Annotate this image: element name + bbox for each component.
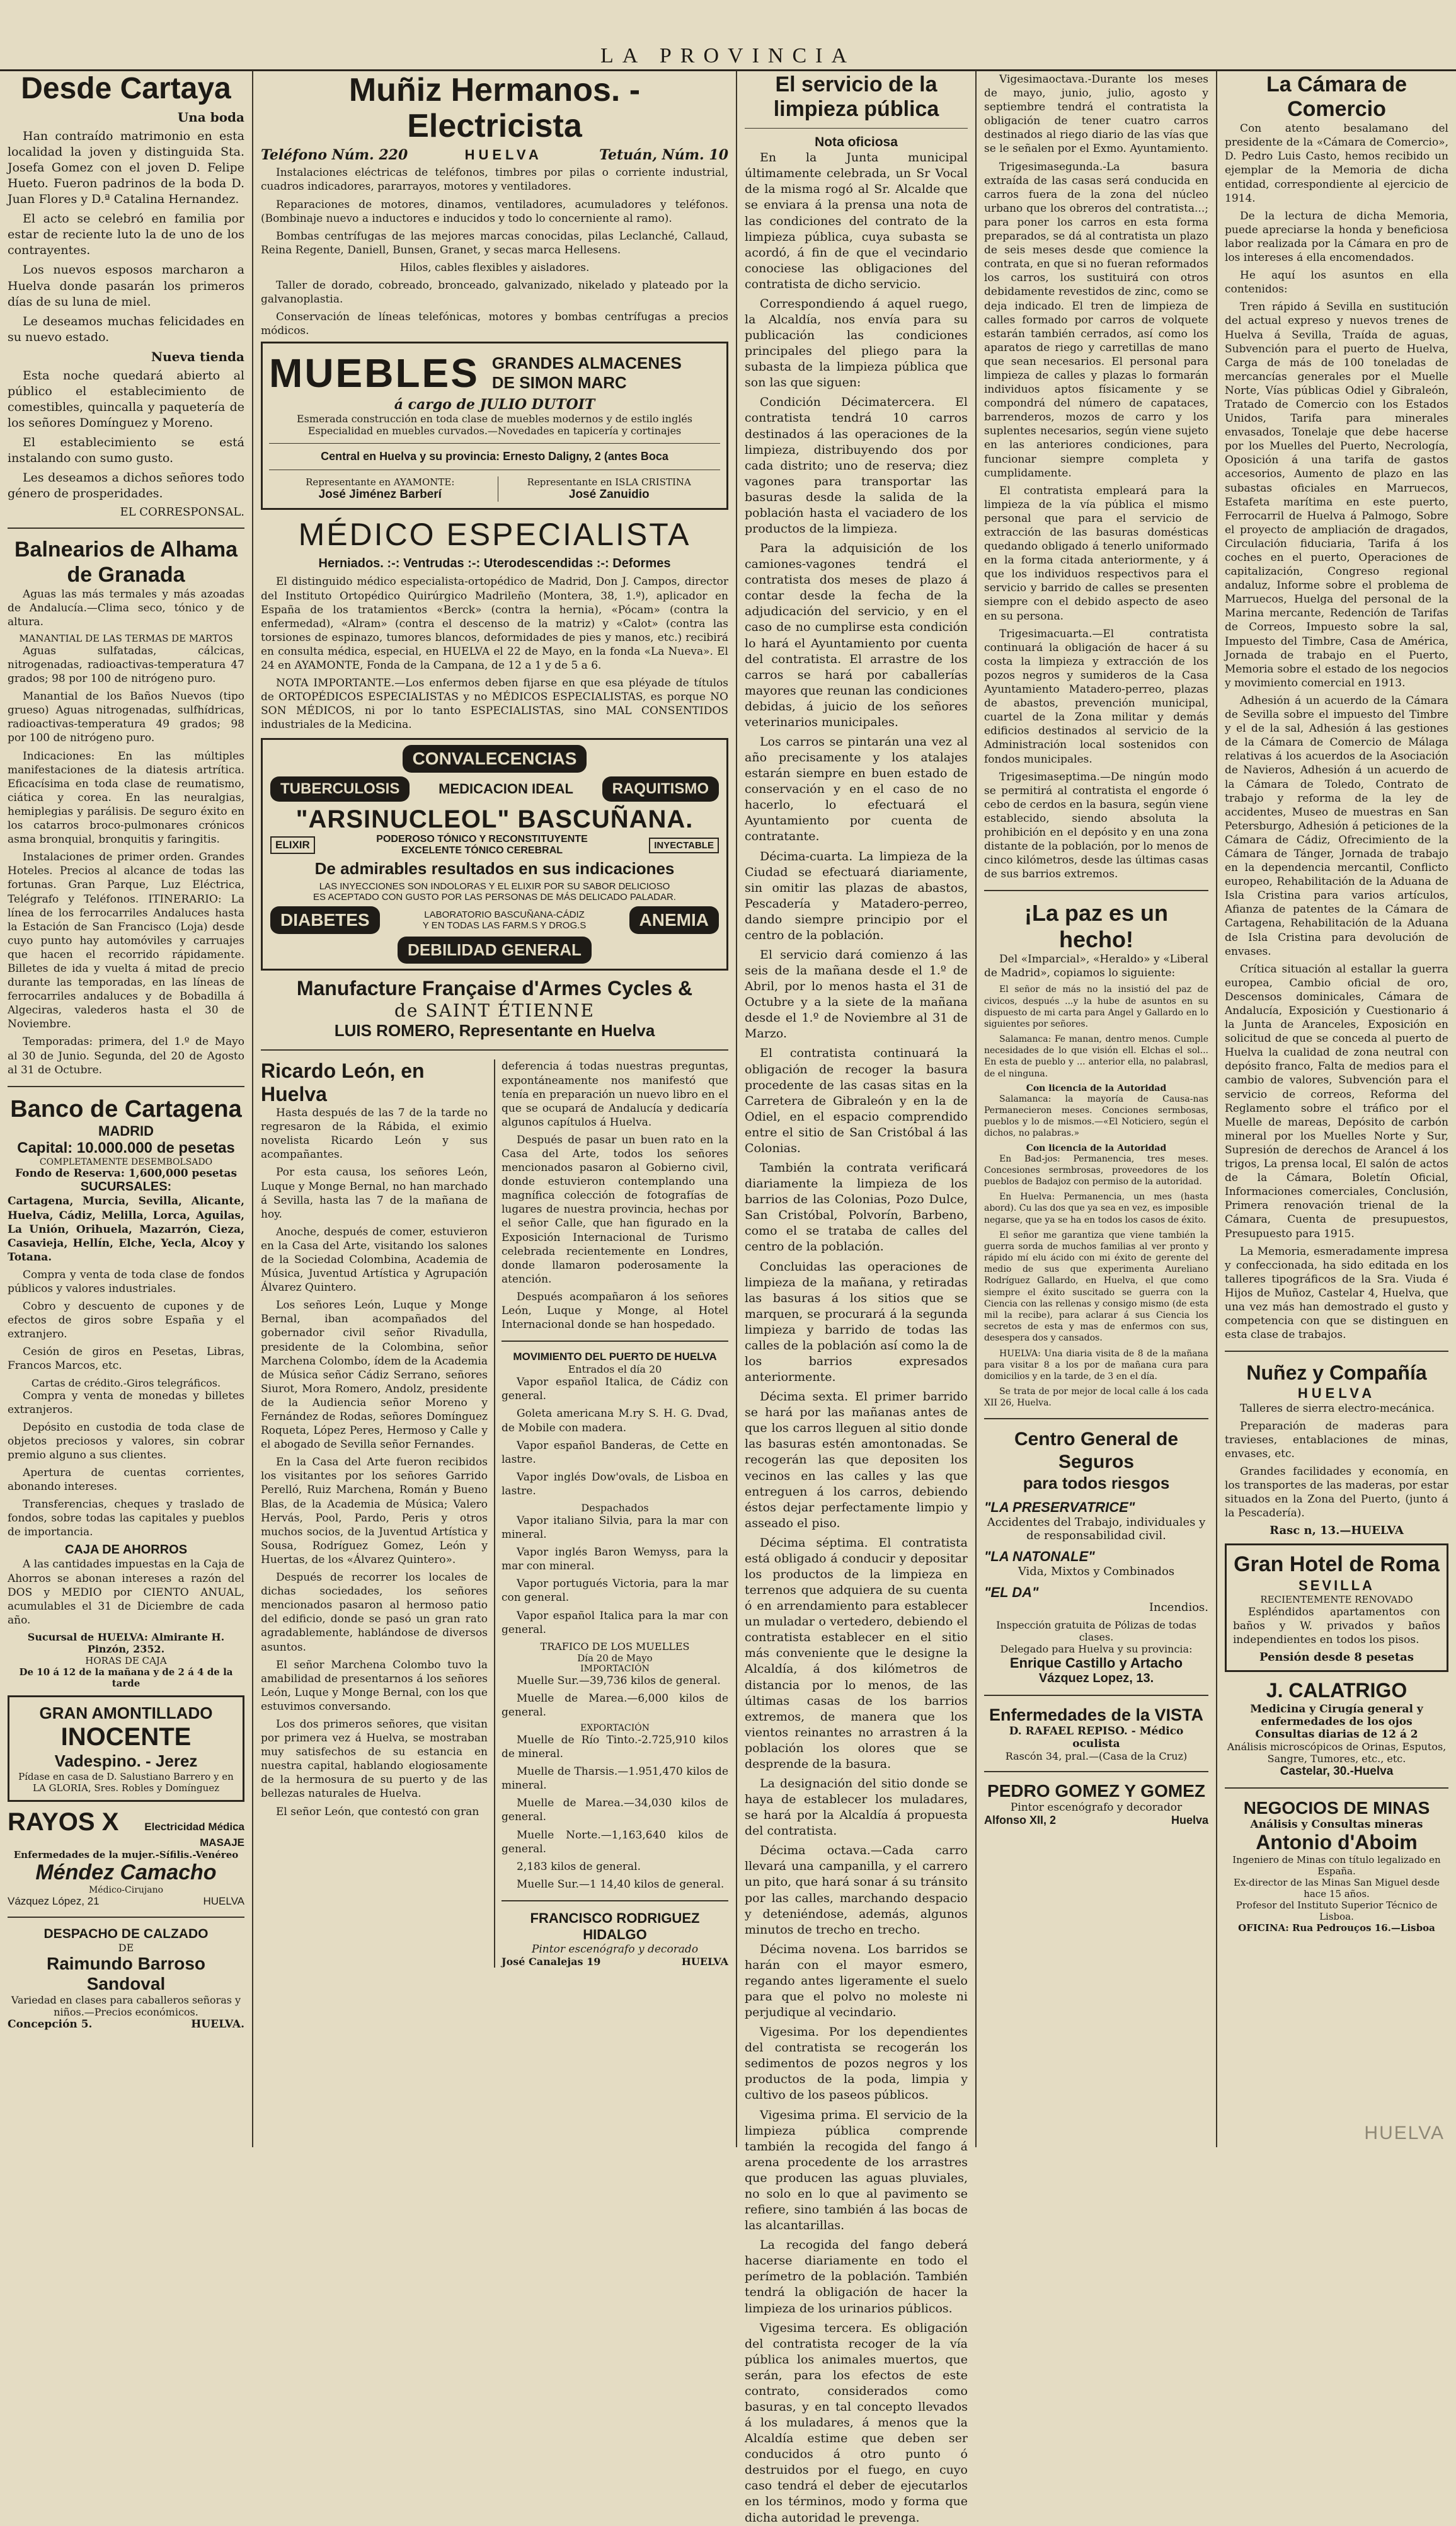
ad-title: Gran Hotel de Roma (1234, 1552, 1440, 1577)
paragraph: Los carros se pintarán una vez al año precisamente y los atalajes estarán siempre en buen estado de conservación y en el caso de no hacerlo, lo efectuará el Ayuntamiento por cuenta de contratante. (745, 735, 968, 844)
paragraph: Crítica situación al estallar la guerra europea, Cambio oficial de oro, Descensos dominicales, Cámara de Andalucía, Exposición y Cuestionario á la Junta de Aranceles, Exposición en solicitud de que se conceda al puerto de Huelva la cualidad de zona neutral con depósito franco, Falta de medios para el cambio de valores, Subvención para el servicio de correos, Reforma del Reglamento sobre el tráfico por el Muelle de mareas, Depósito de carbón mineral por los Muelles Norte y Sur, Supresión de derechos de Arancel á los trigos, La prensa local, El salón de actos de la Cámara, Boletín Oficial, Informaciones comerciales, Conclusión, Primera renovación trienal de la Cámara, Cuenta de presupuestos, Presupuesto para 1915. (1225, 962, 1448, 1240)
paragraph: El señor Marchena Colombo tuvo la amabilidad de presentarnos á los señores León, Luque y Monge Bernal, con los que estuvimos conversando. (261, 1658, 488, 1713)
ad-line: De admirables resultados en sus indicaciones (314, 859, 675, 879)
paragraph: Décima sexta. El primer barrido se hará por las mañanas antes de que los carros lleguen al sitio donde las basuras estén amontonadas. Se recogerán las que depositen los vecinos en las calles y las que entreguen á los carros, debiendo éstos dejar perfectamente limpio y asseado el piso. (745, 1390, 968, 1530)
article-title: ¡La paz es un hecho! (1024, 900, 1169, 952)
paragraph: El acto se celebró en familia por estar de reciente luto la de uno de los contrayentes. (8, 212, 244, 258)
ad-title: "ARSINUCLEOL" BASCUÑANA. (295, 805, 694, 834)
paragraph: Muelle Norte.—1,163,640 kilos de general. (502, 1828, 728, 1855)
ad-line: Médico-Cirujano (88, 1884, 164, 1895)
divider (1225, 1787, 1448, 1789)
paragraph: Los nuevos esposos marcharon a Huelva donde pasarán los primeros días de su luna de miel. (8, 263, 244, 309)
paragraph: Bombas centrífugas de las mejores marcas conocidas, pilas Leclanché, Callaud, Reina Regente, Daniell, Bunsen, Granet, y secas marca Hellesens. (261, 229, 728, 257)
ad-line: LABORATORIO BASCUÑANA-CÁDIZ (424, 909, 585, 921)
paragraph: Vapor español Italica para la mar con general. (502, 1609, 728, 1636)
ad-line: Análisis y Consultas mineras (1250, 1818, 1423, 1831)
paragraph: Muelle Sur.—1 14,40 kilos de general. (517, 1877, 725, 1891)
paragraph: He aquí los asuntos en ella contenidos: (1225, 269, 1448, 296)
ad-line: Accidentes del Trabajo, individuales y de responsabilidad civil. (987, 1515, 1206, 1542)
paragraph: Instalaciones eléctricas de teléfonos, timbres por pilas o corriente industrial, cuadros indicadores, pararrayos, motores y ventiladores. (261, 166, 728, 193)
paragraph: Después acompañaron á los señores León, Luque y Monge, al Hotel Internacional donde se han hospedado. (502, 1290, 728, 1332)
paragraph: Muelle de Marea.—6,000 kilos de general. (502, 1692, 728, 1719)
ad-line: Rasc n, 13.—HUELVA (1270, 1524, 1404, 1538)
subheading: Despachados (581, 1501, 649, 1514)
ad-line: INYECTABLE (649, 838, 719, 853)
subheading: Nota oficiosa (815, 135, 898, 150)
paper-title: LA PROVINCIA (600, 44, 856, 67)
archive-watermark: HUELVA (1364, 2123, 1445, 2143)
ad-line: "LA PRESERVATRICE" (984, 1499, 1135, 1515)
ad-line: para todos riesgos (1023, 1473, 1170, 1492)
seguros-ad (984, 1428, 1208, 1686)
paragraph: Vapor español Italica, de Cádiz con general. (502, 1376, 728, 1403)
subheading: MOVIMIENTO DEL PUERTO DE HUELVA (513, 1351, 717, 1363)
paragraph: En Bad-jos: Permanencia, tres meses. Concesiones sermbrosas, proveedores de los pueblos de Badajoz con permiso de la autoridad. (984, 1153, 1208, 1187)
paragraph: Muelle de Tharsis.—1.951,470 kilos de mineral. (502, 1765, 728, 1792)
paragraph: Apertura de cuentas corrientes, abonando intereses. (8, 1467, 244, 1494)
divider (261, 1049, 728, 1051)
divider (8, 1917, 244, 1918)
paragraph: En la Junta municipal últimamente celebrada, un Sr Vocal de la misma rogó al Sr. Alcalde que se enviara á la prensa una nota de las condiciones del contrato de la limpieza pública, cuya subasta se acordó, á fin de que el vecindario conociese las obligaciones del contratista de dicho servicio. (745, 151, 968, 291)
city: MADRID (98, 1123, 154, 1139)
ad-line: Ingeniero de Minas con título legalizado en España. (1232, 1854, 1441, 1877)
ad-line: GRAN AMONTILLADO (39, 1703, 213, 1722)
divider (502, 1341, 728, 1342)
ad-line: Tetuán, Núm. 10 (599, 147, 728, 164)
subheading: CAJA DE AHORROS (64, 1543, 188, 1557)
ad-line: Enfermedades de la mujer.-Sífilis.-Venéreo (13, 1848, 239, 1860)
ad-line: DIABETES (270, 906, 380, 934)
ad-line: Ex-director de las Minas San Miguel desde hace 15 años. (1234, 1877, 1440, 1900)
subheading: SUCURSALES: (80, 1180, 172, 1194)
paragraph: Hilos, cables flexibles y aisladores. (399, 261, 590, 274)
paragraph: El señor me garantiza que viene también la guerra sorda de muchos familias al ver pronto y rápido mí elu ácido con mi éxito de gerente del medio de sus que experimenta Aureliano Rodríguez Gallardo, en Huelva, el que como siempre el éxito suscitado se guerra con la Ciencia con las rellenas y consigo mismo (de esta mil la recibe), para aclarar á sus Ciencia los secretos de esta y mas de enfermos con sus, desespera dos y cansados. (984, 1230, 1208, 1344)
paragraph: En Huelva: Permanencia, un mes (hasta abord). Cu las dos que ya sea en vez, es imposible negarse, que ya se ha en todos los casos de éxito. (984, 1192, 1208, 1225)
ad-line: DESPACHO DE CALZADO (43, 1926, 209, 1941)
paragraph: deferencia á todas nuestras preguntas, expontáneamente nos manifestó que tenía en preparación un nuevo libro en el que se ocupará de Andalucía y dedicaría algunos capítulos á Huelva. (502, 1060, 728, 1129)
ad-line: Consultas diarias de 12 á 2 (1255, 1727, 1418, 1741)
paragraph: Vapor inglés Dow'ovals, de Lisboa en lastre. (502, 1470, 728, 1497)
paragraph: Décima séptima. El contratista está obligado á conducir y depositar los productos de la limpieza en terrenos que adquiera de su cuenta ó en arrendamiento para establecer un muladar o vertedero, debiendo el contratista establecer en el sitio más conveniente que le designe la Alcaldía, á dos kilómetros de distancia por lo menos, de las últimas casas de los barrios extremos, de manera que los vientos reinantes no arrastren á la población los olores que se desprende de la basura. (745, 1535, 968, 1771)
paragraph: El servicio dará comienzo á las seis de la mañana desde el 1.º de Abril, por lo menos hasta el 31 de Octubre y a la siete de la mañana desde el 1.º de Noviembre al 31 de Marzo. (745, 948, 968, 1041)
capital: Capital: 10.000.000 de pesetas (17, 1139, 235, 1157)
paragraph: 2,183 kilos de general. (517, 1860, 641, 1873)
ad-title: Nuñez y Compañía (1246, 1361, 1427, 1385)
paragraph: Muelle Sur.—39,736 kilos de general. (517, 1674, 721, 1687)
ad-line: Herniados. :-: Ventrudas :-: Uterodescendidas :-: Deformes (318, 557, 671, 571)
ad-line: ES ACEPTADO CON GUSTO POR LAS PERSONAS DE MÁS DELICADO PALADAR. (313, 892, 676, 903)
paragraph: Para la adquisición de los camiones-vagones tendrá el contratista dos meses de plazo á contar desde la fecha de la adjudicación del servicio, y en el caso de no cumplirse esta condición lo hará el Ayuntamiento por cuenta del contratista. El arrastre de los carros se hará por caballerías mayores que reunan las condiciones debidas, á juicio de los señores veterinarios municipales. (745, 541, 968, 729)
ad-line: RECIENTEMENTE RENOVADO (1260, 1594, 1413, 1606)
paragraph: Grandes facilidades y economía, en los transportes de las maderas, por estar situados en la Zona del Puerto, (junto á la Pescadería). (1225, 1465, 1448, 1520)
paragraph: Vapor italiano Silvia, para la mar con mineral. (502, 1514, 728, 1542)
paragraph: Han contraído matrimonio en esta localidad la joven y distinguida Sta. Josefa Gomez con el joven D. Felipe Hueto. Fueron padrinos de la boda D. Juan Flores y D.ª Catalina Hernandez. (8, 129, 244, 207)
cartagena-title: Banco de Cartagena (10, 1095, 242, 1122)
ad-line: Pensión desde 8 pesetas (1259, 1651, 1414, 1664)
paragraph: Manantial de los Baños Nuevos (tipo grueso) Aguas nitrogenadas, sulfhídricas, radioactivas-temperatura 49 grados; 98 por 100 de nitrógeno puro. (8, 690, 244, 745)
ad-line: Vadespino. - Jerez (54, 1751, 198, 1770)
ad-line: Especialidad en muebles curvados.—Novedades en tapicería y cortinajes (307, 425, 682, 437)
paragraph: Anoche, después de comer, estuvieron en la Casa del Arte, visitando los salones de la Sociedad Colombina, Academia de Música, Juventud Artística y Agrupación Álvarez Quintero. (261, 1225, 488, 1295)
paragraph: La recogida del fango deberá hacerse diariamente en todo el perímetro de la población. También tendrá la obligación de hacer la limpieza de los urinarios públicos. (745, 2238, 968, 2316)
paragraph: Vigesima tercera. Es obligación del contratista recoger de la vía pública los animales muertos, que serán, para los efectos de este contrato, considerados como basuras, y en tal concepto llevados á los muladares, á menos que la Alcaldía estime que deben ser conducidos á otro punto ó destruidos por el fuego, en cuyo caso tendrá el deber de ejecutarlos en los términos, modo y forma que dicha autoridad le prevenga. (745, 2321, 968, 2525)
paragraph: Goleta americana M.ry S. H. G. Dvad, de Mobile con madera. (502, 1407, 728, 1434)
ad-line: de SAINT ÉTIENNE (394, 1000, 595, 1022)
ad-line: Pintor escenógrafo y decorador (1010, 1801, 1183, 1814)
paragraph: Correspondiendo á aquel ruego, la Alcaldía, nos envía para su publicación las condiciones principales del pliego para la subasta de la limpieza pública que son las que siguen: (745, 296, 968, 390)
ad-line: Méndez Camacho (35, 1860, 217, 1884)
ad-line: HUELVA. (191, 2017, 244, 2031)
column-5 (1217, 72, 1456, 2146)
subheading: HORAS DE CAJA (85, 1654, 167, 1666)
paragraph: Depósito en custodia de toda clase de objetos preciosos y valores, sin cobrar premio alguno a sus clientes. (8, 1421, 244, 1462)
article-title: El servicio de la limpieza pública (773, 72, 939, 122)
ad-line: Antonio d'Aboim (1256, 1831, 1418, 1854)
ad-title: Centro General de Seguros (1014, 1428, 1179, 1472)
paragraph: Vigesimaoctava.-Durante los meses de mayo, junio, julio, agosto y septiembre tendrá el contratista la obligación de tener cuatro carros destinados al riego diario de las vías que se le señalen por el Exmo. Ayuntamiento. (984, 73, 1209, 156)
ad-line: "EL DA" (984, 1584, 1039, 1600)
ad-line: LAS INYECCIONES SON INDOLORAS Y EL ELIXIR POR SU SABOR DELICIOSO (319, 881, 670, 892)
subheading: IMPORTACIÓN (580, 1663, 650, 1674)
medico-ad (261, 516, 728, 732)
paragraph: Cartagena, Murcia, Sevilla, Alicante, Huelva, Cádiz, Melilla, Lorca, Aguilas, La Unión, Orihuela, Mazarrón, Cieza, Casavieja, Hellín, Elche, Yecla, Alcoy y Totana. (8, 1195, 244, 1264)
roma-ad (1225, 1543, 1448, 1672)
paragraph: Después de recorrer los locales de dichas sociedades, los señores mencionados pasaron al hermoso patio del edificio, donde se pasó un gran rato agradablemente, hablándose de diversos asuntos. (261, 1571, 488, 1654)
note: Cartas de crédito.-Giros telegráficos. (31, 1376, 221, 1389)
divider (984, 890, 1208, 891)
paragraph: Muelle de Marea.—34,030 kilos de general. (502, 1797, 728, 1824)
ad-line: Concepción 5. (8, 2017, 93, 2031)
paragraph: Décima novena. Los barridos se harán con el mayor esmero, regando antes ligeramente el suelo para que el polvo no moleste ni perjudique al vecindario. (745, 1942, 968, 2020)
paragraph: Talleres de sierra electro-mecánica. (1240, 1402, 1435, 1415)
ad-title: MUEBLES (269, 350, 479, 396)
paragraph: El contratista continuará la obligación de recoger la basura procedente de las casas sitas en la Carretera de Gibraleón y en la de Odiel, en el espacio comprendido entre el sitio de San Cristóbal á las Colonias. (745, 1046, 968, 1155)
paragraph: Salamanca: Fe manan, dentro menos. Cumple necesidades de lo que visión ell. Elchas el sol... En esta de pueblo y ... anterior ella, no palabrasl, de el ninguna. (984, 1034, 1208, 1079)
ad-line: Pídase en casa de D. Salustiano Barrero y en LA GLORIA, Sres. Robles y Domínguez (18, 1770, 234, 1794)
subheading: Con licencia de la Autoridad (1026, 1083, 1167, 1093)
ad-line: Profesor del Instituto Superior Técnico de Lisboa. (1235, 1900, 1438, 1923)
paragraph: La Memoria, esmeradamente impresa y confeccionada, ha sido editada en los talleres tipográficos de la Sra. Viuda é Hijos de Muñoz, Castelar 4, Huelva, que una vez más han demostrado el gusto y competencia con que se distinguen en esta clase de trabajos. (1225, 1245, 1448, 1342)
ad-line: "LA NATONALE" (984, 1548, 1095, 1564)
nunez-ad (1225, 1361, 1448, 1537)
subheading: Una boda (177, 109, 244, 125)
ad-line: Electricidad Médica (144, 1820, 244, 1833)
vista-ad (984, 1705, 1208, 1762)
paragraph: Cobro y descuento de cupones y de efectos de giros sobre España y el extranjero. (8, 1300, 244, 1341)
ad-line: SEVILLA (1298, 1577, 1375, 1594)
ad-line: José Jiménez Barberí (318, 488, 442, 502)
masthead (0, 0, 1456, 71)
paragraph: Preparación de maderas para travieses, entablaciones de minas, envases, etc. (1225, 1419, 1448, 1460)
ad-line: José Zanuidio (568, 488, 650, 502)
note: Sucursal de HUELVA: Almirante H. Pinzón, 2352. (27, 1630, 225, 1655)
ad-line: Vida, Mixtos y Combinados (1017, 1564, 1175, 1578)
column-4 (977, 72, 1216, 2146)
ad-title: MÉDICO ESPECIALISTA (298, 517, 691, 553)
paragraph: Concluidas las operaciones de limpieza de la mañana, y retiradas las basuras á los sitios que se marquen, se procurará á la segunda limpieza y barrido de todas las calles de la población así como la de los barrios expresados anteriormente. (745, 1259, 968, 1385)
subheading: MANANTIAL DE LAS TERMAS DE MARTOS (19, 632, 233, 644)
minas-ad (1225, 1797, 1448, 1934)
calzado-ad (8, 1927, 244, 2031)
paragraph: En la Casa del Arte fueron recibidos los visitantes por los señores Garrido Perelló, Ruiz Marchena, Román y Bueno Blas, de la Academia de Música; Valero Hervás, Pool, Pardo, Peris y otros muchos socios, de la Juventud Artística y Sousa, Rodríguez Gomez, León y Huertas, de los «Álvarez Quintero». (261, 1456, 488, 1566)
paragraph: NOTA IMPORTANTE.—Los enfermos deben fijarse en que esa pléyade de títulos de ORTOPÉDICOS ESPECIALISTAS y no MÉDICOS ESPECIALISTAS, es porque NO SON MÉDICOS, ni por lo tanto ESPECIALISTAS, sino MAL CONSENTIDOS industriales de la Medicina. (261, 677, 728, 732)
paragraph: El señor León, que contestó con gran (276, 1805, 479, 1818)
ad-line: MASAJE (200, 1836, 244, 1848)
divider (269, 443, 720, 444)
paragraph: Temporadas: primera, del 1.º de Mayo al 30 de Junio. Segunda, del 20 de Agosto al 31 de Octubre. (8, 1035, 244, 1076)
ad-line: GRANDES ALMACENES (491, 354, 682, 373)
ad-line: Medicina y Cirugía general y enfermedades de los ojos (1250, 1702, 1423, 1728)
ad-line: HUELVA (1297, 1385, 1376, 1401)
ad-line: ANEMIA (629, 906, 719, 934)
calatrigo-ad (1225, 1678, 1448, 1778)
subheading: Con licencia de la Autoridad (1026, 1143, 1167, 1153)
paragraph: Instalaciones de primer orden. Grandes Hoteles. Precios al alcance de todas las fortunas. Gran Parque, Luz Eléctrica, Telégrafo y Teléfonos. ITINERARIO: La línea de los ferrocarriles Andaluces hasta la Estación de San Francisco (Loja) desde cuyo punto hay automóviles y carruajes que hacen el recorrido rápidamente. Billetes de ida y vuelta á mitad de precio durante las temporadas, en las líneas de ferrocarriles andaluces y de Bobadilla á Algeciras, valederos hasta el 30 de Noviembre. (8, 851, 244, 1031)
arsinucleol-ad (261, 738, 728, 971)
ad-line: á cargo de JULIO DUTOIT (394, 396, 595, 413)
ad-line: Vázquez Lopez, 13. (1038, 1671, 1154, 1685)
article-title: Ricardo León, en Huelva (261, 1059, 425, 1106)
ad-line: Manufacture Française d'Armes Cycles & (296, 977, 693, 1000)
paragraph: Vigesima prima. El servicio de la limpieza pública comprende también la recogida del fango á arena procedente de los arrastres que producen las aguas pluviales, no solo en lo que al pavimento se refiere, sino también á las bocas de las alcantarillas. (745, 2108, 968, 2233)
paragraph: Salamanca: la mayoría de Causa-nas Permanecieron meses. Conciones sermbosas, pueblos y lo de mismos.—«El Noticiero, según el dichos, no palabras.» (984, 1093, 1208, 1139)
ad-line: Y EN TODAS LAS FARM.S Y DROG.S (422, 920, 587, 931)
ad-line: D. RAFAEL REPISO. - Médico oculista (1009, 1724, 1184, 1750)
paragraph: Después de pasar un buen rato en la Casa del Arte, todos los señores mencionados pasaron al Gobierno civil, donde estuvieron contemplando una magnífica colección de fotografías de lugares de nuestra provincia, hechas por el señor Calle, que han figurado en la Exposición Internacional de Turismo celebrada recientemente en Londres, donde llamaron poderosamente la atención. (502, 1133, 728, 1286)
paragraph: Aguas las más termales y más azoadas de Andalucía.—Clima seco, tónico y de altura. (8, 587, 244, 628)
divider (745, 128, 968, 129)
paragraph: Los dos primeros señores, que visitan por primera vez á Huelva, se mostraban muy satisfechos de su estancia en nuestra capital, hablando elogiosamente de la hermosura de su puerto y de las bellezas naturales de Huelva. (261, 1717, 488, 1801)
divider (984, 1695, 1208, 1696)
paragraph: HUELVA: Una diaria visita de 8 de la mañana para visitar 8 a los por de mañana cura para domicilios y en la tarde, de 3 en el día. (984, 1348, 1208, 1381)
divider (8, 1086, 244, 1087)
paragraph: Reparaciones de motores, dinamos, ventiladores, acumuladores y teléfonos. (Bombinaje nuevo a inductores e inducidos y todo lo concerniente al ramo). (261, 198, 728, 225)
ad-line: DE (118, 1941, 134, 1954)
ad-line: Enrique Castillo y Artacho (1009, 1654, 1183, 1671)
paragraph: Cesión de giros en Pesetas, Libras, Francos Marcos, etc. (8, 1346, 244, 1373)
subheading: Entrados el día 20 (568, 1363, 662, 1376)
paragraph: De la lectura de dicha Memoria, puede apreciarse la honda y beneficiosa labor realizada por la Cámara en pro de los intereses á ella encomendados. (1225, 209, 1448, 265)
ad-line: DE SIMON MARC (491, 373, 627, 393)
ad-line: Vázquez López, 21 (8, 1895, 100, 1907)
column-2 (253, 72, 736, 2146)
ad-line: Inspección gratuita de Pólizas de todas clases. (996, 1618, 1196, 1643)
ad-line: Incendios. (1149, 1600, 1208, 1614)
manufacture-ad (261, 977, 728, 1041)
ad-line: Variedad en clases para caballeros señoras y niños.—Precios económicos. (11, 1993, 241, 2018)
paragraph: Compra y venta de toda clase de fondos públicos y valores industriales. (8, 1268, 244, 1295)
paragraph: Décima octava.—Cada carro llevará una campanilla, y el carrero un pito, que hará sonar á su tránsito por las calles, marchando despacio y deteniéndose, además, algunos minutos de trecho en trecho. (745, 1843, 968, 1937)
note: COMPLETAMENTE DESEMBOLSADO (39, 1157, 213, 1168)
article-title: La Cámara de Comercio (1266, 72, 1407, 122)
note: Fondo de Reserva: 1,600,000 pesetas (14, 1167, 238, 1180)
divider (984, 1418, 1208, 1419)
paragraph: Taller de dorado, cobreado, bronceado, galvanizado, nikelado y plateado por la galvanoplastia. (261, 279, 728, 306)
subheading: EXPORTACIÓN (580, 1723, 650, 1733)
paragraph: Indicaciones: En las múltiples manifestaciones de la diatesis artrítica. Eficacísima en toda clase de reumatismo, ciática y corea. En las neuralgias, hemiplegias y parálisis. De seguro éxito en los catarros broco-pulmonares crónicos asma bronquial, bronquitis y faringitis. (8, 749, 244, 846)
paragraph: Compra y venta de monedas y billetes extranjeros. (8, 1389, 244, 1416)
ad-title: NEGOCIOS DE MINAS (1243, 1797, 1430, 1818)
paragraph: Esta noche quedará abierto al público el establecimiento de comestibles, quincalla y paquetería de los señores Domínguez y Moreno. (8, 368, 244, 430)
ad-line: Alfonso XII, 2 (984, 1813, 1057, 1826)
subheading: Día 20 de Mayo (577, 1652, 653, 1664)
ad-line: HUELVA (203, 1895, 244, 1907)
subheading: TRAFICO DE LOS MUELLES (540, 1640, 690, 1652)
cartaya-title: Desde Cartaya (21, 72, 231, 105)
pedro-ad (984, 1781, 1208, 1827)
ad-line: CONVALECENCIAS (403, 745, 587, 773)
paragraph: Vapor portugués Victoria, para la mar con general. (502, 1577, 728, 1605)
ad-line: RAYOS X (8, 1808, 119, 1836)
paragraph: Trigesimaseptima.—De ningún modo se permitirá al contratista el engorde ó cebo de cerdos en la basura, según viene establecido, siendo absoluta la prohibición en el depósito y en una zona distante de la población, por lo menos de cinco kilómetros, desde las últimas casas de sus barrios extremos. (984, 770, 1208, 881)
ad-line: José Canalejas 19 (502, 1955, 601, 1968)
ad-line: Rascón 34, pral.—(Casa de la Cruz) (1005, 1750, 1188, 1762)
paragraph: También la contrata verificará diariamente la limpieza de los barrios de las Colonias, Pozo Dulce, San Cristóbal, Polvorín, Barbeno, como el se trataba de calles del centro de la población. (745, 1161, 968, 1254)
paragraph: A las cantidades impuestas en la Caja de Ahorros se abonan intereses a razón del DOS y MEDIO por CIENTO ANUAL, acumulables el 31 de Diciembre de cada año. (8, 1558, 244, 1627)
paragraph: Hasta después de las 7 de la tarde no regresaron de la Rábida, el eximio novelista Ricardo León y sus acompañantes. (261, 1107, 488, 1162)
column-3 (737, 72, 975, 2525)
ad-line: Castelar, 30.-Huelva (1280, 1764, 1394, 1778)
divider (8, 528, 244, 529)
paragraph: Conservación de líneas telefónicas, motores y bombas centrífugas a precios módicos. (261, 311, 728, 338)
ad-line: MEDICACION IDEAL (439, 781, 573, 797)
alhama-title: Balnearios de Alhama de Granada (14, 538, 238, 587)
paragraph: Vapor español Banderas, de Cette en lastre. (502, 1439, 728, 1466)
divider (984, 1771, 1208, 1772)
paragraph: Tren rápido á Sevilla en sustitución del actual expreso y nuevos trenes de Huelva á Sevilla, Traída de aguas, Subvención para el puerto de Huelva, Carga de más de 100 toneladas de mercancías generales por el Muelle Norte, Vías públicas Odiel y Gibraleón, Tratado de Comercio con los Estados Unidos, Tarifa para minerales envasados, Tonelaje que debe hacerse por los Muelles del Puerto, Necrología, Oposición á una tarifa de gastos accesorios, Aumento de plazo en las subastas oficiales en Marruecos, Estafeta marítima en este puerto, Ferrocarril de Huelva á Palmogo, Sobre el proyecto de ampliación de dragados, Circulación fiduciaria, Tarifa á los coches en el puerto, Operaciones de capitalización, Congreso regional andaluz, Informe sobre el problema de Marruecos, Huelga del personal de la Marina mercante, Redención de Tarifas de Correos, Impuesto sobre la sal, Impuesto del Timbre, Casa de América, Jornada de trabajo en el Puerto, Memoria sobre el estado de los negocios y movimiento comercial en 1913. (1225, 301, 1448, 689)
paragraph: Por esta causa, los señores León, Luque y Monge Bernal, no han marchado á Sevilla, hasta las 7 de la mañana de hoy. (261, 1166, 488, 1221)
paragraph: Vigesima. Por los dependientes del contratista se recogerán los sedimentos de pozos negros y los productos de la poda, limpia y cultivo de los paseos públicos. (745, 2025, 968, 2102)
divider (502, 1900, 728, 1901)
paragraph: El señor de más no la insistió del paz de civicos, después ...y la hube de asuntos en su dispuesto de mi carta para Angel y Gallardo en lo siguientes por señores. (984, 984, 1208, 1029)
ad-line: ELIXIR (270, 836, 315, 854)
muniz-ad (261, 72, 728, 338)
paragraph: Aguas sulfatadas, cálcicas, nitrogenadas, radioactivas-temperatura 47 grados; 98 por 100 de nitrógeno puro. (8, 644, 244, 686)
paragraph: Trigesimacuarta.—El contratista continuará la obligación de hacer á su costa la limpieza y extracción de los pozos negros y sumideros de la Casa Ayuntamiento Matadero-perreo, plazas de abastos, prevención municipal, cuartel de la Zona militar y demás edificios destinados al servicio de la Administración local sostenidos con fondos municipales. (984, 627, 1208, 766)
subheading: Nueva tienda (151, 349, 244, 364)
paragraph: Le deseamos muchas felicidades en su nuevo estado. (8, 314, 244, 344)
note: De 10 á 12 de la mañana y de 2 á 4 de la tarde (19, 1666, 233, 1689)
ad-line: Teléfono Núm. 220 (261, 147, 408, 164)
ad-line: Delegado para Huelva y su provincia: (1000, 1642, 1193, 1655)
ad-line: INOCENTE (60, 1722, 192, 1751)
signature: EL CORRESPONSAL. (120, 505, 244, 519)
paragraph: Se trata de por mejor de local calle á los cada XII 26, Huelva. (984, 1387, 1208, 1409)
paragraph: Los señores León, Luque y Monge Bernal, iban acompañados del gobernador civil señor Rivadulla, presidente de la Colombina, señor Marchena Colombo, ídem de la Academia de Música señor Cádiz Serrano, señores Siurot, Mora Romero, Andolz, presidente de la Audiencia señor Moreno y Fernández de Rodas, señores Domínguez Roqueta, López Peres, Hermoso y Calle y el abogado de Sevilla señor Fernandes. (261, 1299, 488, 1451)
ad-line: PODEROSO TÓNICO Y RECONSTITUYENTE (376, 834, 588, 845)
rayos-ad (8, 1808, 244, 1908)
paragraph: Con atento besalamano del presidente de la «Cámara de Comercio», D. Pedro Luis Casto, hemos recibido un ejemplar de la Memoria de dicha entidad, correspondiente al ejercicio de 1914. (1225, 122, 1448, 205)
ad-line: LUIS ROMERO, Representante en Huelva (334, 1021, 655, 1041)
paragraph: Del «Imparcial», «Heraldo» y «Liberal de Madrid», copiamos lo siguiente: (984, 953, 1208, 980)
ad-line: HUELVA (681, 1955, 728, 1968)
paragraph: Décima-cuarta. La limpieza de la Ciudad se efectuará diariamente, sin omitir las plazas de abastos, Pescadería y Matadero-perreo, dando siempre principio por el centro de la población. (745, 849, 968, 942)
leon-article (261, 1059, 728, 1968)
ad-line: PEDRO GOMEZ Y GOMEZ (987, 1780, 1205, 1801)
ad-line: Huelva (1171, 1813, 1208, 1826)
ad-line: Representante en AYAMONTE: (306, 476, 455, 488)
paragraph: Espléndidos apartamentos con baños y W. privados y baños independientes en todos los pisos. (1233, 1606, 1440, 1647)
paragraph: Condición Décimatercera. El contratista tendrá 10 carros destinados á las operaciones de la limpieza, distribuyendo dos por cada distrito; uno de reserva; diez vagones para transportar las basuras desde la salida de la población hasta el vaciadero de los productos de la limpieza. (745, 395, 968, 536)
ad-line: FRANCISCO RODRIGUEZ HIDALGO (530, 1910, 700, 1942)
paragraph: Muelle de Río Tinto.-2.725,910 kilos de mineral. (502, 1734, 728, 1761)
ad-line: Esmerada construcción en toda clase de muebles modernos y de estilo inglés (296, 413, 693, 425)
paragraph: Trigesimasegunda.-La basura extraída de las casas será conducida en carros fuera de la zona del núcleo urbano que los obreros del contratista...; para poner los carros en esta forma preparados, se dá al contratista un plazo de seis meses desde que comience la contrata, en que si no fueran reformados los carros, los sustituirá con otros debidamente revestidos de zinc, como se deja indicado. El tren de limpieza de calles formado por carros de volquete estarán también cerrados, así como los aparatos de riego y carretillas de mano que sean necesarios. El personal para limpieza de calles y plazas lo formarán individuos aptos físicamente y se compondrá del número de capataces, barrenderos, mozos de carro y los suplentes necesarios, según viene sujeto en las anteriores condiciones, para funcionar siempre completa y cumplidamente. (984, 160, 1208, 480)
paragraph: La designación del sitio donde se haya de establecer los muladares, se hará por la Alcaldía á propuesta del contratista. (745, 1777, 968, 1838)
ad-line: EXCELENTE TÓNICO CEREBRAL (401, 845, 563, 856)
ad-line: OFICINA: Rua Pedrouços 16.—Lisboa (1238, 1922, 1435, 1934)
paragraph: El establecimiento se está instalando con sumo gusto. (8, 435, 244, 466)
ad-line: Raimundo Barroso Sandoval (46, 1953, 206, 1993)
amontillado-ad (8, 1695, 244, 1802)
paragraph: Vapor inglés Baron Wemyss, para la mar con mineral. (502, 1546, 728, 1573)
paragraph: El distinguido médico especialista-ortopédico de Madrid, Don J. Campos, director del Instituto Ortopédico Quirúrgico Madrileño (Montera, 38, 1.º), aplicador en España de los tratamientos «Berck» (contra la hernia), «Pócam» (contra la enfermedad), «Alram» (contra el descenso de la matriz) y «Calot» (contra las torsiones de espinazo, tumores blancos, deformidades de pies y manos, etc.) recibirá en consulta médica, especial, en HUELVA el 22 de Mayo, en la fonda «La Nueva». El 24 en AYAMONTE, Fonda de la Campana, de 12 a 1 y de 5 a 6. (261, 575, 728, 672)
ad-line: Central en Huelva y su provincia: Ernesto Daligny, 2 (antes Boca (321, 450, 668, 463)
paragraph: Les deseamos a dichos señores todo género de prosperidades. (8, 471, 244, 501)
ad-line: Pintor escenógrafo y decorado (531, 1942, 699, 1956)
ad-line: HUELVA (464, 147, 542, 163)
paragraph: Transferencias, cheques y traslado de fondos, sobre todas las capitales y pueblos de importancia. (8, 1498, 244, 1539)
paragraph: Adhesión á un acuerdo de la Cámara de Sevilla sobre el impuesto del Timbre y el de la sal, Adhesión á las gestiones de la Cámara de Comercio de Málaga relativas á los acuerdos de la Asociación de Navieros, Adhesión á un acuerdo de la Cámara de Toledo, Contrato de trabajo y reforma de la ley de accidentes, Museo de muestras en San Petersburgo, Adhesión á peticiones de la Cámara de Cádiz, Ofrecimiento de la Cámara de Tánger, Jornada de trabajo en la dependencia mercantil, Conflicto europeo, Rehabilitación de la Aduana de Isla Cristina para varios artículos, Afianza de patentes de la Cámara de Cartagena, Rehabilitación de la Aduana de Isla Cristina para devolución de envases. (1225, 694, 1448, 958)
ad-line: TUBERCULOSIS (270, 776, 410, 802)
paragraph: El contratista empleará para la limpieza de la vía pública el mismo personal que para el servicio de extracción de las basuras domésticas quedando obligado á tenerlo uniformado en la forma citada anteriormente, y á que los individuos respectivos para el servicio y barrido de calles se presenten siempre con el debido aspecto de aseo en su persona. (984, 484, 1208, 623)
ad-line: Representante en ISLA CRISTINA (527, 476, 691, 488)
ad-line: RAQUITISMO (602, 776, 719, 802)
column-1 (0, 72, 252, 2146)
muebles-ad (261, 342, 728, 510)
ad-title: Muñiz Hermanos. - Electricista (348, 72, 641, 145)
ad-line: Análisis microscópicos de Orinas, Esputos, Sangre, Tumores, etc., etc. (1227, 1740, 1447, 1765)
divider (1225, 1351, 1448, 1352)
ad-title: J. CALATRIGO (1266, 1679, 1407, 1702)
ad-line: DEBILIDAD GENERAL (398, 937, 592, 964)
ad-title: Enfermedades de la VISTA (989, 1705, 1204, 1724)
